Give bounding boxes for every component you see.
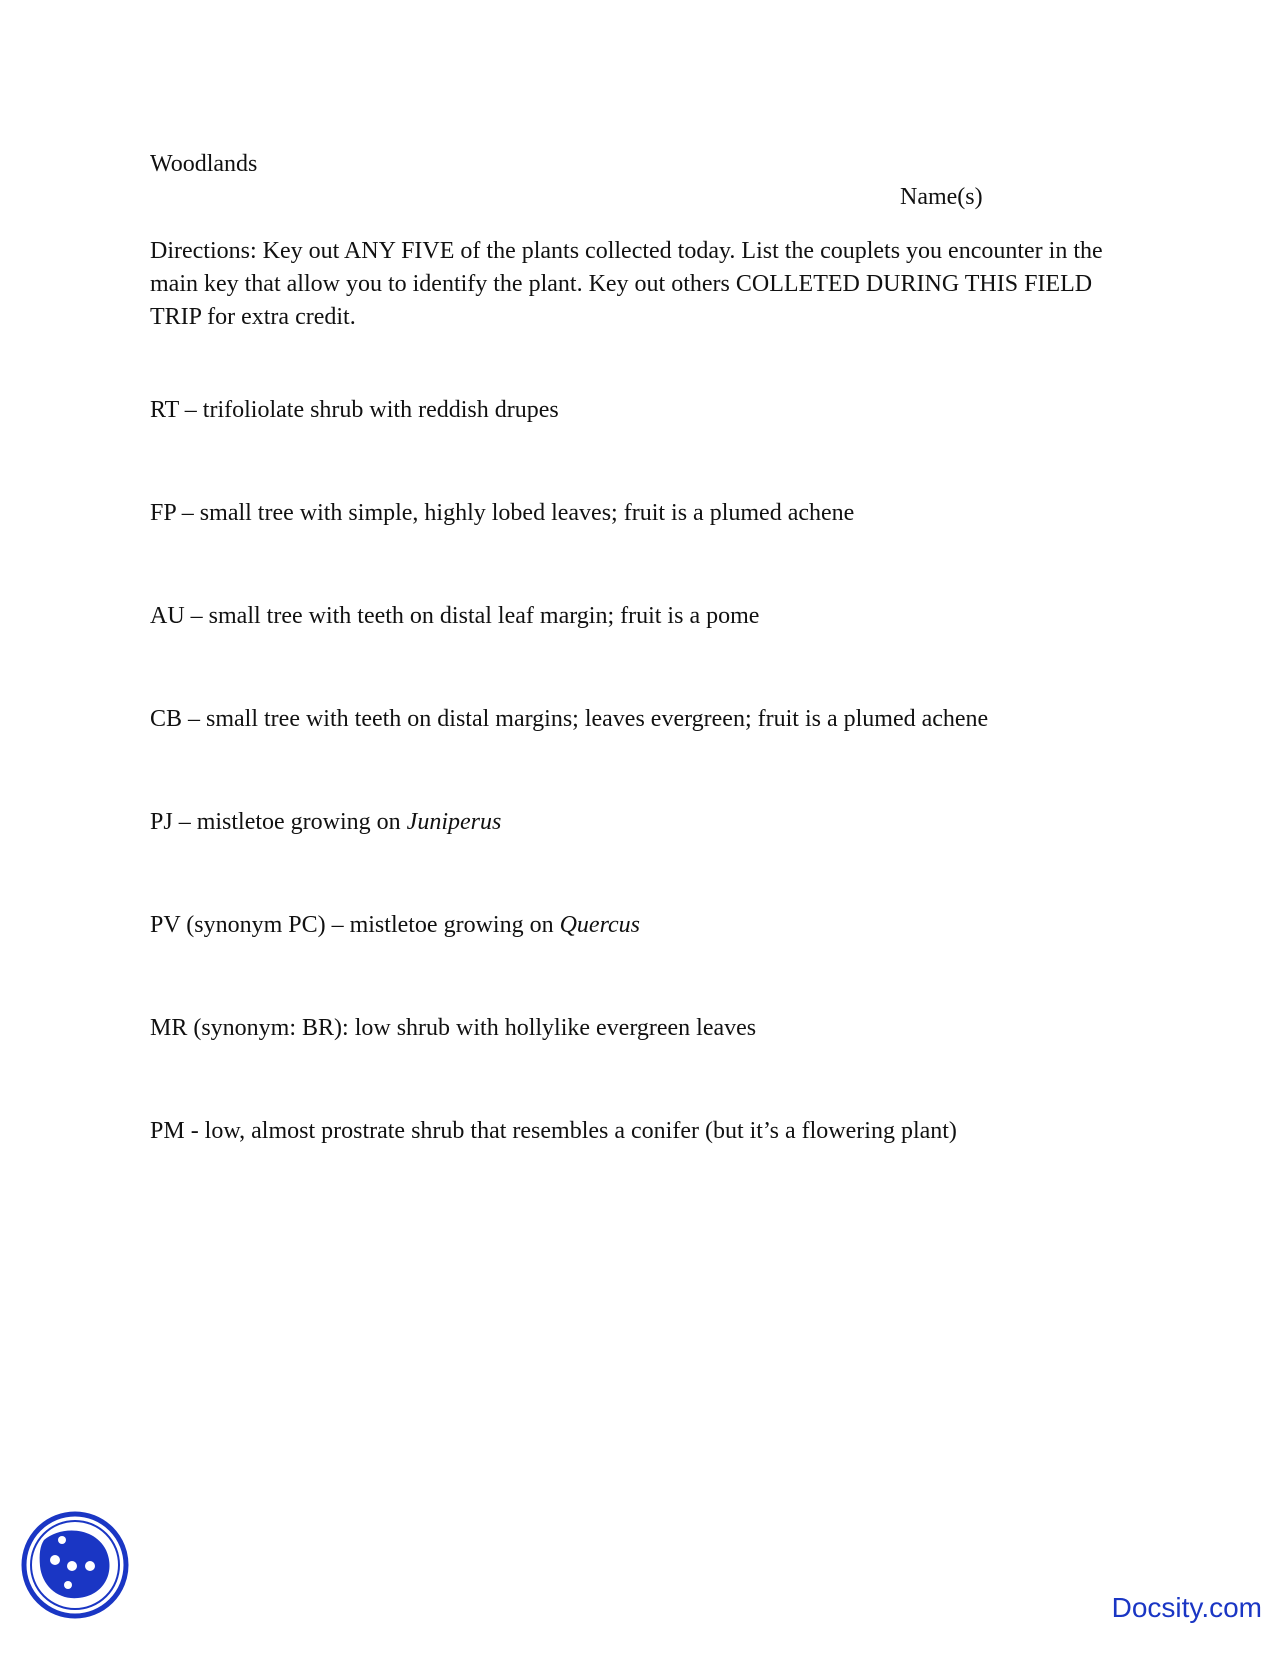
- plant-entry-text: AU – small tree with teeth on distal leaf margin; fruit is a pome: [150, 603, 760, 629]
- plant-entry-text: PM - low, almost prostrate shrub that resembles a conifer (but it’s a flowering plant): [150, 1118, 957, 1144]
- plant-entry-text: FP – small tree with simple, highly lobed leaves; fruit is a plumed achene: [150, 500, 855, 526]
- plant-entry-fp: [150, 497, 854, 530]
- plant-entry-pm: [150, 1115, 957, 1148]
- plant-entry-mr: [150, 1012, 756, 1045]
- plant-entry-pj: [150, 806, 501, 839]
- plant-entry-cb: [150, 703, 988, 736]
- names-label: Name(s): [900, 184, 983, 210]
- plant-entry-text: CB – small tree with teeth on distal margins; leaves evergreen; fruit is a plumed achene: [150, 706, 989, 732]
- plant-entry-text: PJ – mistletoe growing on: [150, 809, 407, 835]
- document-title: Woodlands: [150, 151, 258, 177]
- plant-entry-text: RT – trifoliolate shrub with reddish drupes: [150, 397, 559, 423]
- plant-entry-genus: Juniperus: [406, 809, 502, 835]
- plant-entry-pv: [150, 909, 640, 942]
- plant-entry-text: MR (synonym: BR): low shrub with hollylike evergreen leaves: [150, 1015, 757, 1041]
- directions-paragraph: Directions: Key out ANY FIVE of the plants collected today. List the couplets you encounter in the main key that allow you to identify the plant. Key out others COLLETED DURING THIS FIELD TRIP for extra credit.: [150, 238, 1103, 330]
- plant-entry-genus: Quercus: [559, 912, 641, 938]
- plant-entry-au: [150, 600, 759, 633]
- plant-entry-text: PV (synonym PC) – mistletoe growing on: [150, 912, 560, 938]
- docsity-logo-icon[interactable]: [20, 1510, 130, 1620]
- docsity-brand-link[interactable]: Docsity.com: [1111, 1592, 1262, 1623]
- plant-entry-rt: [150, 394, 559, 427]
